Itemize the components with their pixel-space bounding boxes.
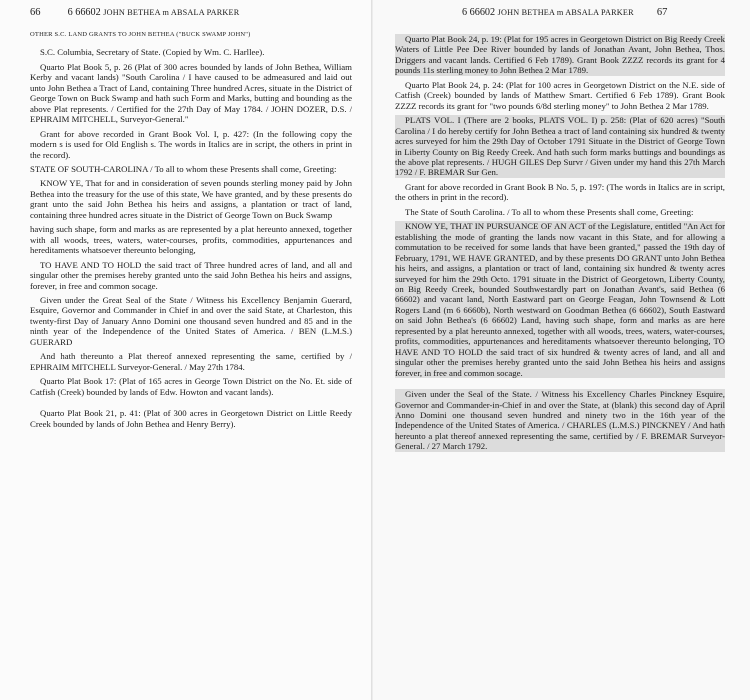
left-page-header xyxy=(30,7,239,18)
left-page-number: 66 xyxy=(30,7,41,18)
left-paragraph: Grant for above recorded in Grant Book Vol. I, p. 427: (In the following copy the modern s is used for Old English s. The words in Italics are in script, the others in print in the record). xyxy=(30,128,352,160)
left-paragraph: KNOW YE, That for and in consideration of seven pounds sterling money paid by John Bethea into the treasury for the use of this state, We have granted, and by these presents do grant unto the said John Bethea his heirs and assigns, a plantation or tract of land, containing three hundred acres situate in the District of George Town on Buck Swamp xyxy=(30,178,352,220)
right-paragraph: The State of South Carolina. / To all to whom these Presents shall come, Greeting: xyxy=(405,206,694,217)
right-header-id: 6 66602 xyxy=(462,7,496,18)
right-paragraph: KNOW YE, THAT IN PURSUANCE OF AN ACT of the Legislature, entitled "An Act for establishing the mode of granting the lands now vacant in this State, and for allowing a commutation to be received for some lands that have been granted," passed the 19th day of February, 1791, WE HAVE GRANTED, and by these presents DO GRANT unto John Bethea his heirs, and assigns, a plantation or tract of land, containing six hundred & twenty acres surveyed for him the 29th Octo. 1791 situate in the District of Georgetown, Liberty County, on Big Reedy Creek, bounded Southwestardly part on Jonathan Avant's, said Bethea (6 66602) and vacant land, North Eastward part on George Feagan, John Townsend & Lott Rogers Land (m 6 6660b), North westward on Goodman Bethea (6 66602), South Eastward on said John Bethea's (6 66602) Land, having such shape, form and marks as are here represented by a plat hereunto annexed, together with all woods, trees, waters, water-courses, profits, commodities, appurtenances and hereditaments whatsoever thereunto belonging, TO HAVE AND TO HOLD the said tract of six hundred & twenty acres of land, and all and singular other the premises hereby granted unto the said John Bethea his heirs and assigns forever, in free and common socage. xyxy=(395,221,725,378)
right-paragraph: Quarto Plat Book 24, p. 24: (Plat for 100 acres in Georgetown District on the N.E. side of Catfish (Creek) bounded by lands of Matthew Smart. Certified 6 Feb 1789). Grant Book ZZZZ records its grant for "two pounds 6/8d sterling money" to John Bethea 2 Mar 1789. xyxy=(395,79,725,111)
left-paragraph: STATE OF SOUTH-CAROLINA / To all to whom these Presents shall come, Greeting: xyxy=(30,163,337,174)
right-page-header xyxy=(462,7,667,18)
left-header-id: 6 66602 xyxy=(67,7,101,18)
left-subheading: OTHER S.C. LAND GRANTS TO JOHN BETHEA ("BUCK SWAMP JOHN") xyxy=(30,31,251,38)
left-text-column xyxy=(30,30,352,433)
left-paragraph: And hath thereunto a Plat thereof annexed representing the same, certified by / EPHRAIM MITCHELL Surveyor-General. / May 27th 1784. xyxy=(30,351,352,372)
right-paragraph: Grant for above recorded in Grant Book B No. 5, p. 197: (The words in Italics are in script, the others in print in the record). xyxy=(395,181,725,203)
left-paragraph: having such shape, form and marks as are represented by a plat hereunto annexed, together with all woods, trees, waters, water-courses, profits, commodities, appurtenances and hereditaments whatsoever thereunto belonging, xyxy=(30,224,352,256)
left-page xyxy=(0,0,372,700)
left-paragraph: Quarto Plat Book 17: (Plat of 165 acres in George Town District on the No. Et. side of Catfish (Creek) bounded by lands of Edw. Howton and vacant lands). xyxy=(30,376,352,397)
left-paragraph: Quarto Plat Book 21, p. 41: (Plat of 300 acres in Georgetown District on Little Reedy Creek bounded by lands of John Bethea and Henry Berry). xyxy=(30,408,352,429)
right-header-title: JOHN BETHEA m ABSALA PARKER xyxy=(497,8,634,17)
left-header-title: JOHN BETHEA m ABSALA PARKER xyxy=(103,8,240,17)
left-paragraph: Quarto Plat Book 5, p. 26 (Plat of 300 acres bounded by lands of John Bethea, William Kerby and vacant lands) "South Carolina / I have caused to be admeasured and laid out unto John Bethea a Tract of Land, containing Three hundred Acres, situate in the District of George Town on Buck Swamp and hath such Form and Marks, butting and bounding as the above Plat represents. / Certified for the 27th Day of May 1784. / JOHN DOZER, D.S. / EPHRAIM MITCHELL, Surveyor-General." xyxy=(30,61,352,125)
right-page xyxy=(373,0,750,700)
left-paragraph: TO HAVE AND TO HOLD the said tract of Three hundred acres of land, and all and singular other the premises hereby granted unto the said John Bethea his heirs and assigns, forever, in free and common socage. xyxy=(30,259,352,291)
right-page-number: 67 xyxy=(656,7,668,18)
left-paragraph: Given under the Great Seal of the State / Witness his Excellency Benjamin Guerard, Esquire, Governor and Commander in Chief in and over the said State, at Charleston, this twenty-first Day of January Anno Domini one thousand seven hundred and 85 and in the ninth year of the Independence of the United States of America. / BEN (L.M.S.) GUERARD xyxy=(30,294,352,347)
left-paragraph: S.C. Columbia, Secretary of State. (Copied by Wm. C. Harllee). xyxy=(40,47,265,58)
right-paragraph: PLATS VOL. I (There are 2 books, PLATS VOL. I) p. 258: (Plat of 620 acres) "South Carolina / I do hereby certify for John Bethea a tract of land containing six hundred & twenty acres surveyed for him the 29th Day of October 1791 Situate in the District of George Town in Liberty County on Big Reedy Creek. And hath such form marks buttings and boundings as the above plat represents. / HUGH GILES Dep Survr / Given under my hand this 27th March 1792 / F. BREMAR Sur Gen. xyxy=(395,115,725,178)
right-paragraph: Quarto Plat Book 24, p. 19: (Plat for 195 acres in Georgetown District on Big Reedy Creek Waters of Little Pee Dee River bounded by lands of Jonathan Avant, John Bethea, Thos. Driggers and vacant lands. Certified 6 Feb 1789). Grant Book ZZZZ records its grant for 4 pounds 11s sterling money to John Bethea 2 Mar 1789. xyxy=(395,34,725,76)
right-text-column xyxy=(395,34,725,456)
right-paragraph: Given under the Seal of the State. / Witness his Excellency Charles Pinckney Esquire, Governor and Commander-in-Chief in and over the State, at (blank) this second day of April Anno Domini one thousand seven hundred and ninety two in the 16th year of the Independence of the United States of America. / CHARLES (L.M.S.) PINCKNEY / And hath hereunto a plat thereof annexed representing the same, certified by / F. BREMAR Surveyor-General. / 27 March 1792. xyxy=(395,389,725,452)
